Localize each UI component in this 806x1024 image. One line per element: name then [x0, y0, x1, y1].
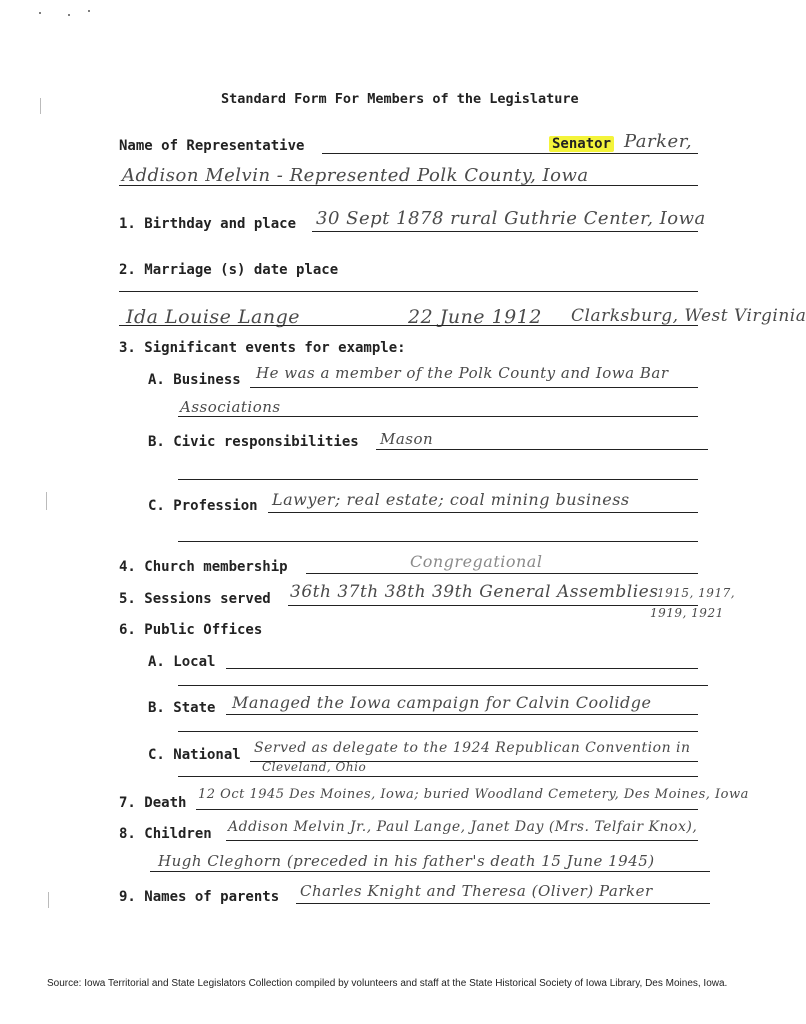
q1-handwriting: 30 Sept 1878 rural Guthrie Center, Iowa	[316, 208, 706, 229]
q4-handwriting: Congregational	[410, 552, 543, 571]
q3c-line-2	[178, 541, 698, 542]
margin-mark	[40, 98, 41, 114]
q6a-label: A. Local	[148, 654, 216, 670]
margin-mark	[48, 892, 49, 908]
name-line	[322, 153, 698, 154]
q7-handwriting: 12 Oct 1945 Des Moines, Iowa; buried Woodland Cemetery, Des Moines, Iowa	[198, 787, 749, 802]
q6b-label: B. State	[148, 700, 216, 716]
q8-label: 8. Children	[119, 826, 212, 842]
q7-label: 7. Death	[119, 795, 187, 811]
q4-label: 4. Church membership	[119, 559, 288, 575]
q9-line	[296, 903, 710, 904]
q6b-handwriting: Managed the Iowa campaign for Calvin Coolidge	[232, 693, 652, 712]
q3b-line-2	[178, 479, 698, 480]
q6a-line-2	[178, 685, 708, 686]
q6b-line-1	[226, 714, 698, 715]
name-handwriting-b: Addison Melvin - Represented Polk County, Iowa	[122, 165, 589, 186]
name-line-2	[119, 185, 698, 186]
q6a-line-1	[226, 668, 698, 669]
scan-speck	[68, 14, 70, 16]
q3-label: 3. Significant events for example:	[119, 340, 406, 356]
source-footer: Source: Iowa Territorial and State Legislators Collection compiled by volunteers and staff at the State Historical Society of Iowa Library, Des Moines, Iowa.	[47, 978, 728, 989]
q2-label: 2. Marriage (s) date place	[119, 262, 339, 278]
q5-line	[288, 605, 698, 606]
q3a-label: A. Business	[148, 372, 241, 388]
q3c-line-1	[268, 512, 698, 513]
q3a-line-1	[250, 387, 698, 388]
q5-handwriting: 36th 37th 38th 39th General Assemblies	[290, 582, 659, 602]
q2-handwriting-date: 22 June 1912	[408, 306, 542, 328]
q6-label: 6. Public Offices	[119, 622, 263, 638]
q5-handwriting-years-1: 1915, 1917,	[657, 586, 736, 600]
q3a-handwriting-1: He was a member of the Polk County and Iowa Bar	[256, 364, 669, 382]
scan-speck	[88, 10, 90, 12]
q1-line	[312, 231, 698, 232]
q9-handwriting: Charles Knight and Theresa (Oliver) Parker	[300, 882, 653, 900]
margin-mark	[46, 492, 47, 510]
q6c-handwriting-2: Cleveland, Ohio	[262, 760, 367, 774]
q5-label: 5. Sessions served	[119, 591, 271, 607]
q2-handwriting-name: Ida Louise Lange	[126, 306, 301, 328]
q6c-label: C. National	[148, 747, 241, 763]
q3b-line-1	[376, 449, 708, 450]
q3a-handwriting-2: Associations	[180, 398, 281, 416]
q3c-handwriting: Lawyer; real estate; coal mining business	[272, 490, 630, 509]
q3c-label: C. Profession	[148, 498, 258, 514]
q6b-line-2	[178, 731, 698, 732]
form-title: Standard Form For Members of the Legislature	[221, 91, 579, 107]
q2-line-2	[119, 325, 698, 326]
q8-line-2	[150, 871, 710, 872]
q3b-handwriting: Mason	[380, 430, 434, 448]
q8-line-1	[226, 840, 698, 841]
q3a-line-2	[178, 416, 698, 417]
q8-handwriting-2: Hugh Cleghorn (preceded in his father's death 15 June 1945)	[158, 852, 655, 870]
q5-handwriting-years-2: 1919, 1921	[650, 606, 724, 620]
q7-line	[196, 809, 698, 810]
q8-handwriting-1: Addison Melvin Jr., Paul Lange, Janet Day (Mrs. Telfair Knox),	[228, 819, 698, 835]
q2-handwriting-place: Clarksburg, West Virginia	[571, 306, 806, 326]
q6c-line-2	[178, 776, 698, 777]
name-label: Name of Representative	[119, 138, 305, 154]
q2-line-1	[119, 291, 698, 292]
q3b-label: B. Civic responsibilities	[148, 434, 359, 450]
q9-label: 9. Names of parents	[119, 889, 280, 905]
q1-label: 1. Birthday and place	[119, 216, 297, 232]
senator-label: Senator	[549, 136, 614, 152]
scan-speck	[39, 12, 41, 14]
q4-line	[306, 573, 698, 574]
q6c-handwriting-1: Served as delegate to the 1924 Republican Convention in	[254, 740, 691, 756]
name-handwriting-a: Parker,	[624, 131, 693, 152]
